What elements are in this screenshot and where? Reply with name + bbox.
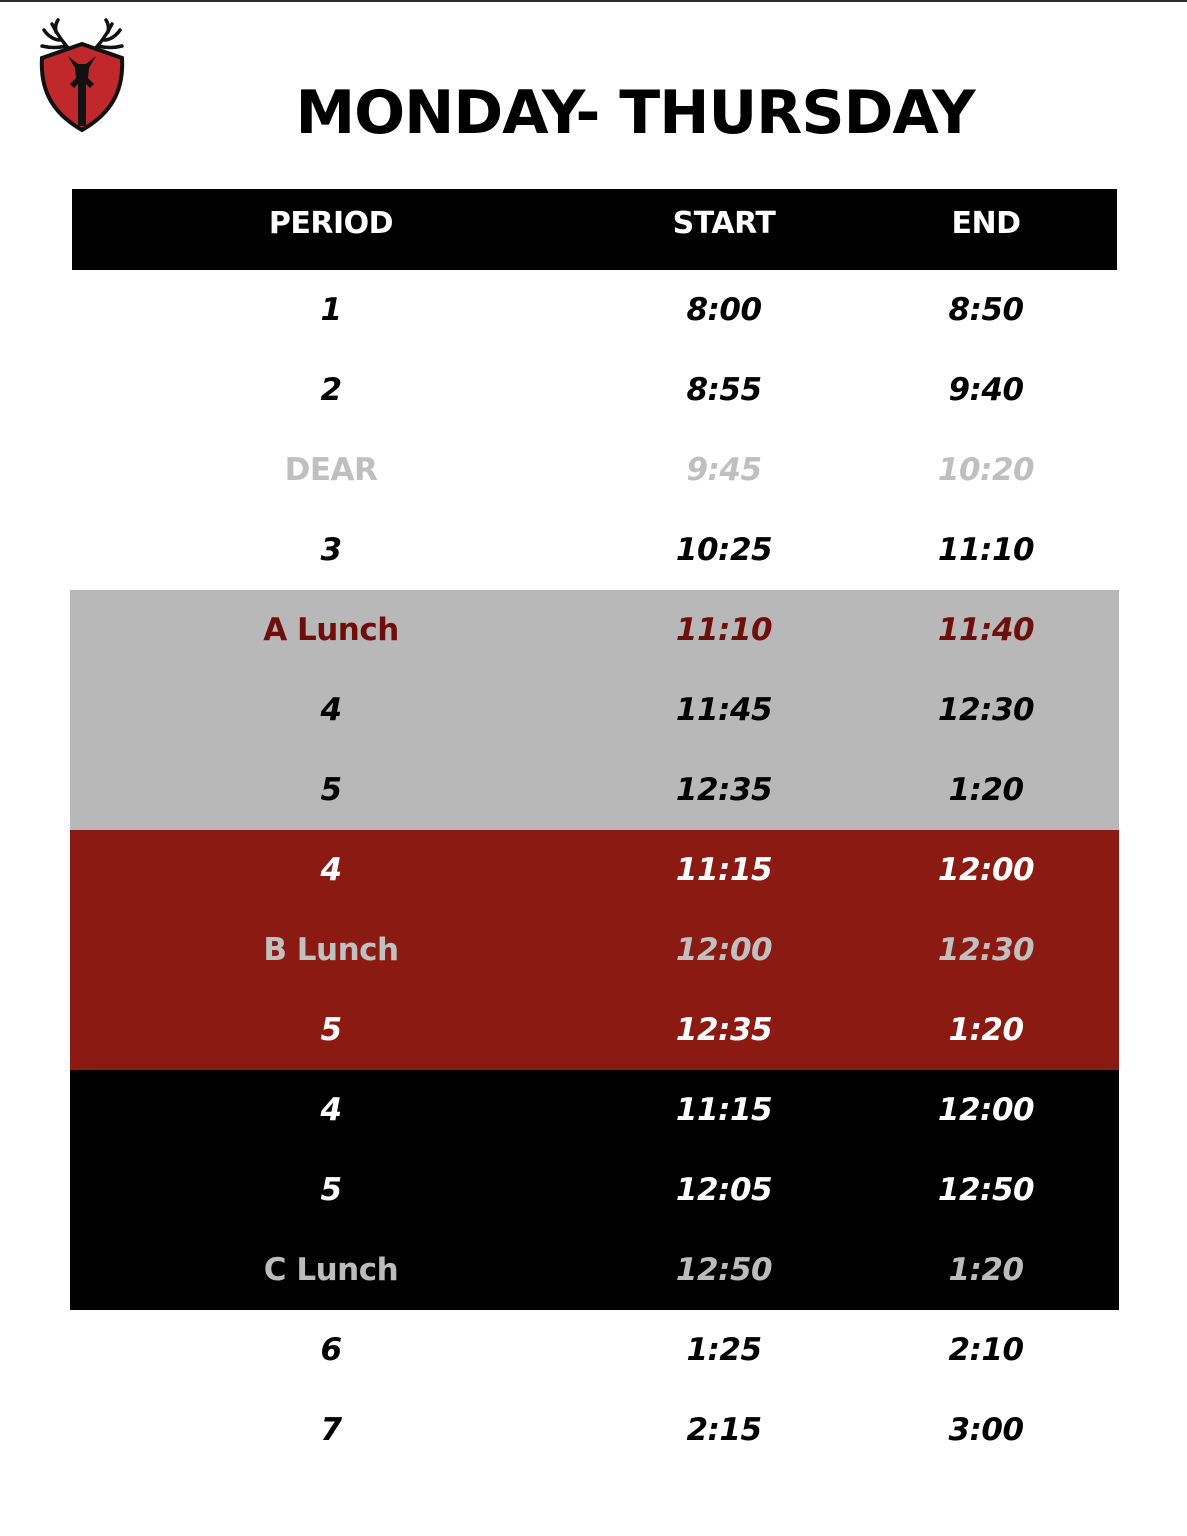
end-cell: 12:00 — [937, 852, 1035, 888]
header-end: END — [951, 206, 1021, 241]
table-row — [70, 350, 1119, 430]
period-cell: 5 — [320, 1012, 342, 1048]
table-row — [70, 830, 1119, 910]
period-cell: 7 — [320, 1412, 342, 1448]
start-cell: 11:15 — [675, 852, 773, 888]
table-row — [70, 510, 1119, 590]
period-cell: 4 — [320, 1092, 342, 1128]
end-cell: 11:40 — [937, 612, 1035, 648]
period-cell: 4 — [320, 692, 342, 728]
header-period: PERIOD — [268, 206, 394, 241]
period-cell: 1 — [320, 292, 342, 328]
start-cell: 8:55 — [686, 372, 762, 408]
start-cell: 12:50 — [675, 1252, 773, 1288]
table-row — [70, 270, 1119, 350]
period-cell: 5 — [320, 1172, 342, 1208]
schedule-table — [70, 189, 1119, 1470]
table-row — [70, 1150, 1119, 1230]
start-cell: 11:10 — [675, 612, 773, 648]
end-cell: 1:20 — [948, 1252, 1024, 1288]
start-cell: 8:00 — [686, 292, 762, 328]
table-row — [70, 430, 1119, 510]
page-title: MONDAY- THURSDAY — [295, 78, 975, 148]
period-cell: 2 — [320, 372, 342, 408]
end-cell: 1:20 — [948, 772, 1024, 808]
table-header — [72, 189, 1117, 270]
table-row — [70, 590, 1119, 670]
start-cell: 12:35 — [675, 1012, 773, 1048]
end-cell: 12:50 — [937, 1172, 1035, 1208]
table-row — [70, 750, 1119, 830]
end-cell: 10:20 — [937, 452, 1035, 488]
period-cell: 4 — [320, 852, 342, 888]
period-cell: 6 — [320, 1332, 342, 1368]
table-row — [70, 1390, 1119, 1470]
start-cell: 11:45 — [675, 692, 773, 728]
start-cell: 11:15 — [675, 1092, 773, 1128]
table-row — [70, 670, 1119, 750]
start-cell: 1:25 — [686, 1332, 762, 1368]
period-cell: A Lunch — [263, 612, 399, 648]
period-cell: B Lunch — [263, 932, 399, 968]
end-cell: 8:50 — [948, 292, 1024, 328]
start-cell: 10:25 — [675, 532, 773, 568]
header-start: START — [672, 206, 776, 241]
end-cell: 12:30 — [937, 692, 1035, 728]
end-cell: 12:30 — [937, 932, 1035, 968]
end-cell: 9:40 — [948, 372, 1024, 408]
start-cell: 12:05 — [675, 1172, 773, 1208]
table-row — [70, 1310, 1119, 1390]
start-cell: 12:35 — [675, 772, 773, 808]
period-cell: DEAR — [284, 452, 378, 488]
start-cell: 9:45 — [686, 452, 762, 488]
period-cell: 3 — [320, 532, 342, 568]
end-cell: 3:00 — [948, 1412, 1024, 1448]
table-row — [70, 1230, 1119, 1310]
start-cell: 2:15 — [686, 1412, 762, 1448]
table-row — [70, 990, 1119, 1070]
end-cell: 12:00 — [937, 1092, 1035, 1128]
top-border — [0, 0, 1187, 2]
end-cell: 1:20 — [948, 1012, 1024, 1048]
start-cell: 12:00 — [675, 932, 773, 968]
end-cell: 2:10 — [948, 1332, 1024, 1368]
table-row — [70, 1070, 1119, 1150]
end-cell: 11:10 — [937, 532, 1035, 568]
period-cell: 5 — [320, 772, 342, 808]
table-row — [70, 910, 1119, 990]
period-cell: C Lunch — [263, 1252, 399, 1288]
